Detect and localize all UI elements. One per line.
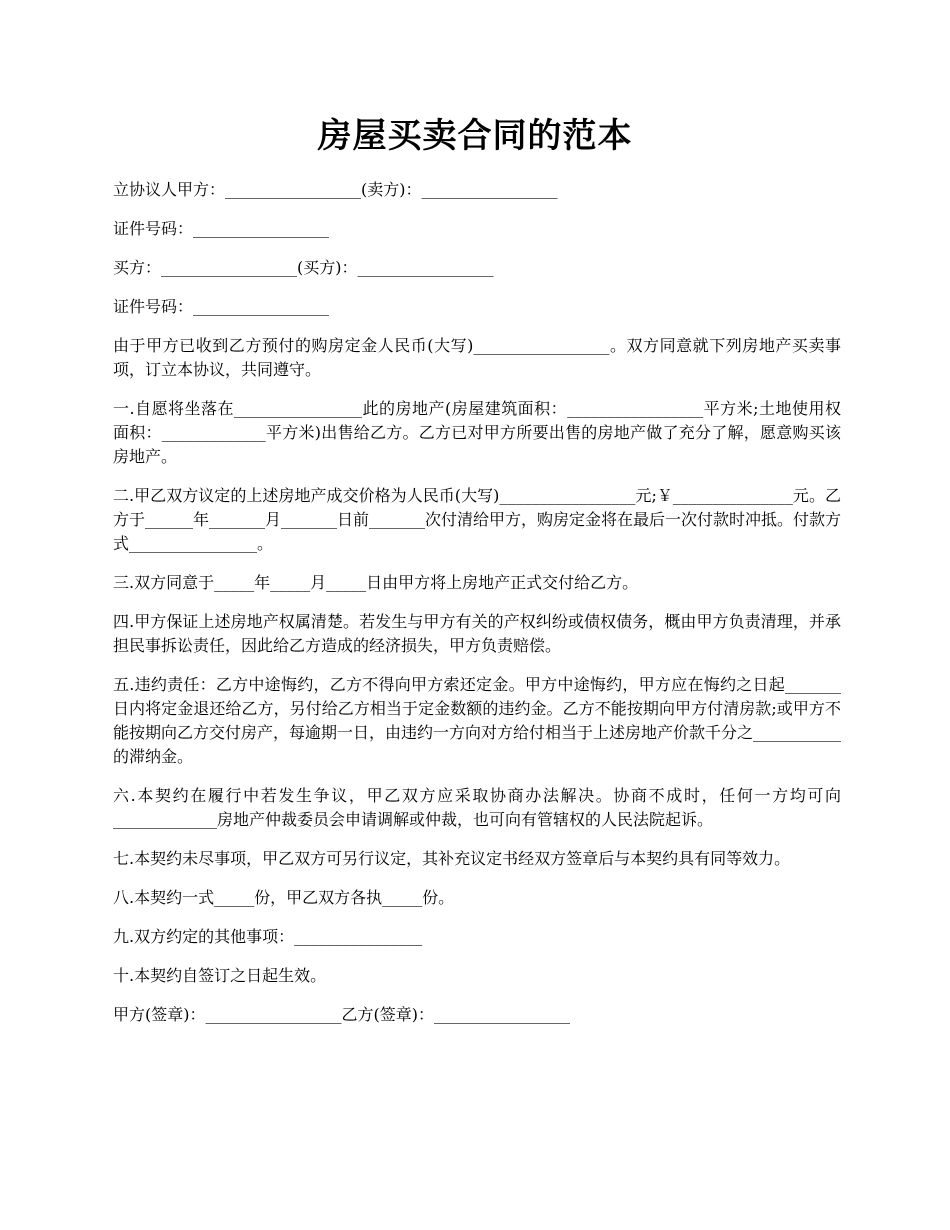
document-body — [113, 178, 841, 1042]
clause-8: 八.本契约一式_____份，甲乙双方各执_____份。 — [113, 888, 455, 907]
signature-line: 甲方(签章)：_________________乙方(签章)：_________________ — [113, 1005, 570, 1024]
clause-2: 二.甲乙双方议定的上述房地产成交价格为人民币(大写)_________________元;￥_______________元。乙方于______年_______月_______日前_______次付清给甲方，购房定金将在最后一次付款时冲抵。付款方式________________。 — [113, 486, 842, 553]
party-b-line: 买方：_________________(买方)：_________________ — [113, 258, 494, 277]
clause-3: 三.双方同意于_____年_____月_____日由甲方将上房地产正式交付给乙方。 — [113, 573, 639, 592]
party-b-id-line: 证件号码：_________________ — [113, 297, 330, 316]
preamble-paragraph: 由于甲方已收到乙方预付的购房定金人民币(大写)_________________。双方同意就下列房地产买卖事项，订立本协议，共同遵守。 — [113, 336, 841, 379]
clause-1: 一.自愿将坐落在________________此的房地产(房屋建筑面积：_________________平方米;土地使用权面积：_____________平方米)出售给乙方。乙方已对甲方所要出售的房地产做了充分了解，愿意购买该房地产。 — [113, 399, 841, 466]
clause-6: 六.本契约在履行中若发生争议，甲乙双方应采取协商办法解决。协商不成时，任何一方均可向_____________房地产仲裁委员会申请调解或仲裁，也可向有管辖权的人民法院起诉。 — [113, 786, 841, 829]
clause-4: 四.甲方保证上述房地产权属清楚。若发生与甲方有关的产权纠纷或债权债务，概由甲方负责清理，并承担民事拆讼责任，因此给乙方造成的经济损失，甲方负责赔偿。 — [113, 612, 841, 655]
party-a-line: 立协议人甲方：_________________(卖方)：_________________ — [113, 180, 558, 199]
party-a-id-line: 证件号码：_________________ — [113, 219, 330, 238]
clause-9: 九.双方约定的其他事项：________________ — [113, 927, 423, 946]
clause-5: 五.违约责任：乙方中途悔约，乙方不得向甲方索还定金。甲方中途悔约，甲方应在悔约之日起_______日内将定金退还给乙方，另付给乙方相当于定金数额的违约金。乙方不能按期向甲方付清房款;或甲方不能按期向乙方交付房产，每逾期一日，由违约一方向对方给付相当于上述房地产价款千分之___________的滞纳金。 — [113, 675, 842, 766]
clause-7: 七.本契约未尽事项，甲乙双方可另行议定，其补充议定书经双方签章后与本契约具有同等效力。 — [113, 849, 791, 868]
document-title: 房屋买卖合同的范本 — [317, 116, 633, 156]
clause-10: 十.本契约自签订之日起生效。 — [113, 966, 327, 985]
